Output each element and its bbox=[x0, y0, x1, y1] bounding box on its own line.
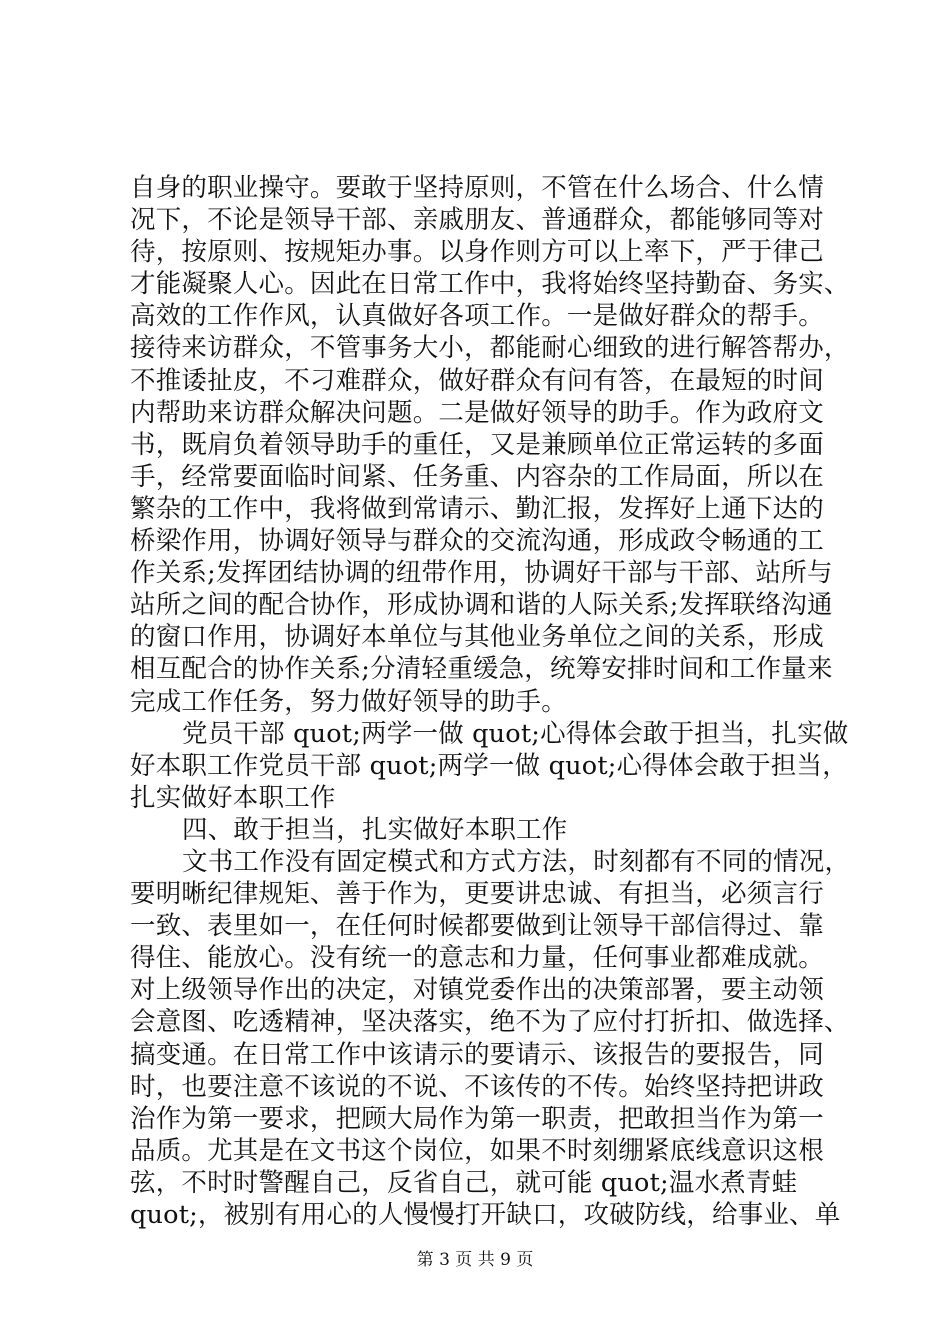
text-line: 相互配合的协作关系;分清轻重缓急，统筹安排时间和工作量来 bbox=[130, 654, 833, 685]
text-line: 党员干部 quot;两学一做 quot;心得体会敢于担当，扎实做 bbox=[182, 718, 849, 749]
text-line: 文书工作没有固定模式和方式方法，时刻都有不同的情况， bbox=[182, 846, 851, 877]
text-line: 才能凝聚人心。因此在日常工作中，我将始终坚持勤奋、务实、 bbox=[130, 269, 850, 300]
text-line: 品质。尤其是在文书这个岗位，如果不时刻绷紧底线意识这根 bbox=[130, 1135, 824, 1166]
text-line: quot;，被别有用心的人慢慢打开缺口，攻破防线，给事业、单 bbox=[130, 1200, 841, 1230]
text-line: 接待来访群众，不管事务大小，都能耐心细致的进行解答帮办， bbox=[130, 333, 850, 364]
text-line: 好本职工作党员干部 quot;两学一做 quot;心得体会敢于担当， bbox=[130, 750, 848, 781]
text-line: 搞变通。在日常工作中该请示的要请示、该报告的要报告，同 bbox=[130, 1039, 824, 1070]
text-line: 自身的职业操守。要敢于坚持原则，不管在什么场合、什么情 bbox=[130, 173, 824, 203]
text-line: 书，既肩负着领导助手的重任，又是兼顾单位正常运转的多面 bbox=[130, 429, 824, 460]
text-line: 会意图、吃透精神，坚决落实，绝不为了应付打折扣、做选择、 bbox=[130, 1007, 850, 1038]
text-line: 高效的工作作风，认真做好各项工作。一是做好群众的帮手。 bbox=[130, 301, 824, 332]
text-line: 作关系;发挥团结协调的纽带作用，协调好干部与干部、站所与 bbox=[130, 558, 833, 589]
text-line: 扎实做好本职工作 bbox=[130, 782, 336, 813]
text-line: 手，经常要面临时间紧、任务重、内容杂的工作局面，所以在 bbox=[130, 461, 824, 492]
paragraph-1 bbox=[130, 172, 850, 718]
text-line: 桥梁作用，协调好领导与群众的交流沟通，形成政令畅通的工 bbox=[130, 526, 824, 557]
text-line: 不推诿扯皮，不刁难群众，做好群众有问有答，在最短的时间 bbox=[130, 365, 824, 396]
paragraph-2 bbox=[130, 718, 849, 814]
text-line: 弦，不时时警醒自己，反省自己，就可能 quot;温水煮青蛙 bbox=[130, 1167, 798, 1198]
text-line: 对上级领导作出的决定，对镇党委作出的决策部署，要主动领 bbox=[130, 975, 824, 1006]
text-line: 要明晰纪律规矩、善于作为，更要讲忠诚、有担当，必须言行 bbox=[130, 879, 824, 910]
text-line: 繁杂的工作中，我将做到常请示、勤汇报，发挥好上通下达的 bbox=[130, 493, 824, 524]
text-line: 的窗口作用，协调好本单位与其他业务单位之间的关系，形成 bbox=[130, 622, 824, 653]
text-line: 待，按原则、按规矩办事。以身作则方可以上率下，严于律己 bbox=[130, 237, 824, 268]
text-line: 得住、能放心。没有统一的意志和力量，任何事业都难成就。 bbox=[130, 943, 824, 974]
text-line: 况下，不论是领导干部、亲戚朋友、普通群众，都能够同等对 bbox=[130, 205, 824, 236]
document-page bbox=[130, 172, 851, 1231]
page-number-footer: 第 3 页 共 9 页 bbox=[416, 1250, 534, 1270]
text-line: 一致、表里如一，在任何时候都要做到让领导干部信得过、靠 bbox=[130, 911, 824, 942]
section-heading: 四、敢于担当，扎实做好本职工作 bbox=[182, 814, 568, 845]
text-line: 治作为第一要求，把顾大局作为第一职责，把敢担当作为第一 bbox=[130, 1103, 824, 1134]
text-line: 完成工作任务，努力做好领导的助手。 bbox=[130, 686, 567, 717]
text-line: 站所之间的配合协作，形成协调和谐的人际关系;发挥联络沟通 bbox=[130, 590, 833, 621]
text-line: 时，也要注意不该说的不说、不该传的不传。始终坚持把讲政 bbox=[130, 1071, 824, 1102]
text-line: 内帮助来访群众解决问题。二是做好领导的助手。作为政府文 bbox=[130, 397, 824, 428]
paragraph-3 bbox=[130, 846, 851, 1231]
